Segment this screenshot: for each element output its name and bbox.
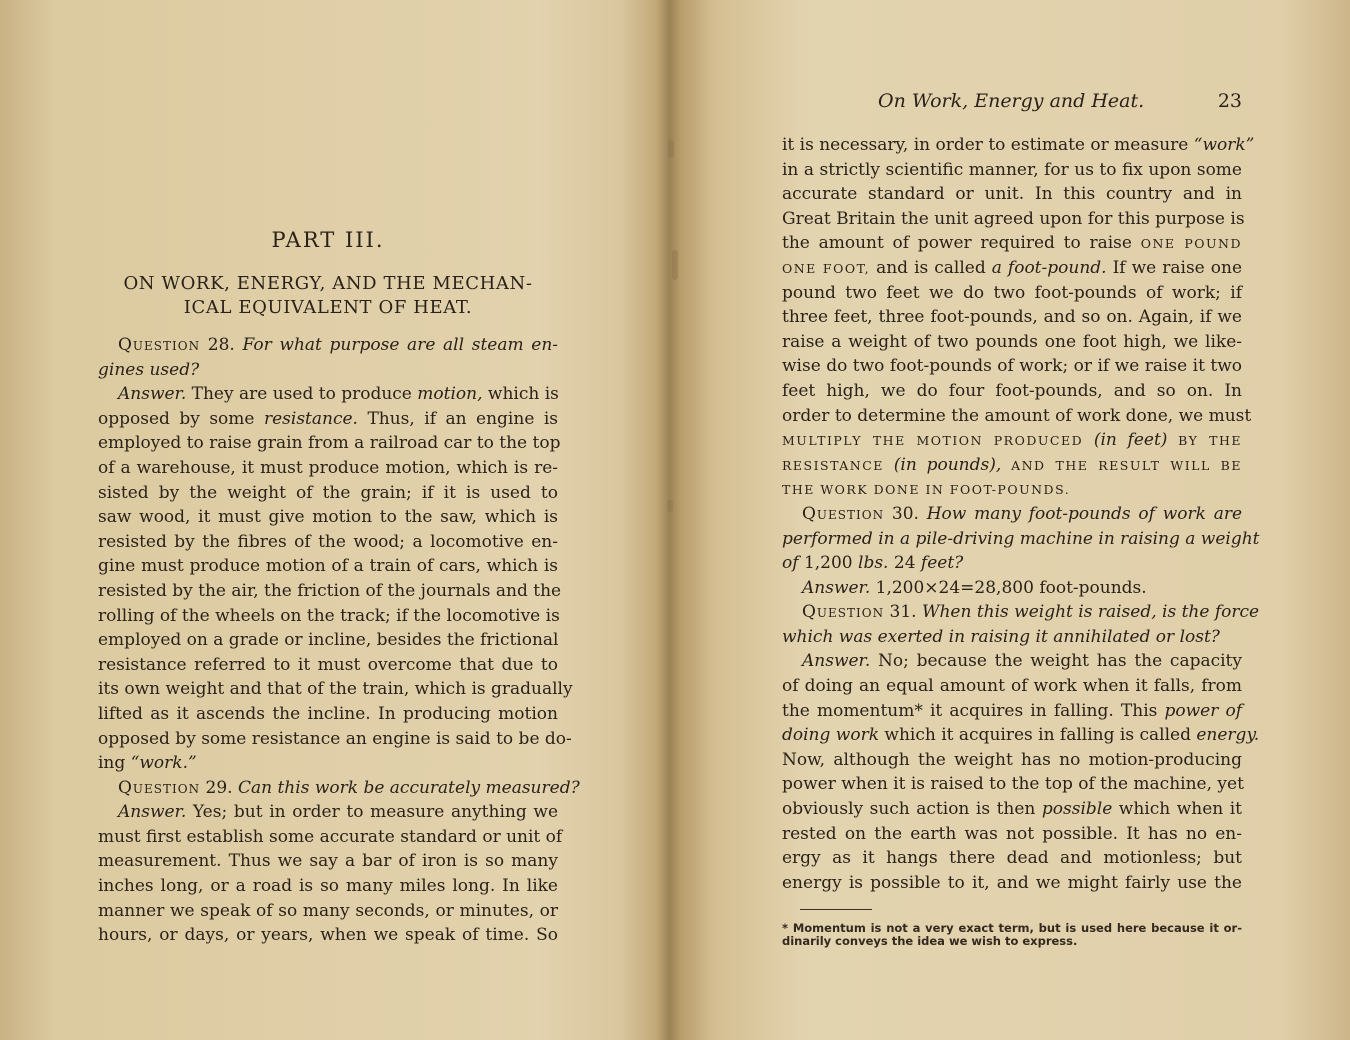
text-line: rested on the earth was not possible. It has no en- bbox=[782, 823, 1242, 844]
question-label: Question bbox=[118, 335, 201, 355]
text-line bbox=[782, 797, 1242, 822]
text-line: hours, or days, or years, when we speak of time. So bbox=[98, 925, 558, 946]
question-value: 1,200 bbox=[803, 553, 853, 574]
footnote-rule bbox=[800, 909, 872, 910]
small-caps-term: THE WORK DONE IN FOOT-POUNDS. bbox=[782, 482, 1071, 498]
question-text: lbs. bbox=[858, 553, 889, 574]
text-line bbox=[782, 231, 1242, 256]
right-body-text bbox=[782, 133, 1260, 895]
text-line: ergy as it hangs there dead and motionless; but bbox=[782, 848, 1242, 869]
text-span: the amount of power required to raise bbox=[782, 233, 1132, 254]
text-line: employed to raise grain from a railroad car to the top bbox=[98, 433, 561, 454]
text-span: Yes; but in order to measure anything we bbox=[192, 802, 559, 823]
text-line: pound two feet we do two foot-pounds of work; if bbox=[782, 282, 1242, 303]
text-line bbox=[782, 723, 1260, 748]
answer-28-line bbox=[98, 382, 558, 407]
italic-term: resistance. bbox=[263, 408, 358, 429]
text-line bbox=[782, 625, 1242, 650]
text-span: 1,200×24=28,800 foot-pounds. bbox=[875, 577, 1147, 598]
text-span: which it acquires in falling is called bbox=[884, 725, 1191, 746]
left-body-text bbox=[98, 333, 580, 948]
question-number: 30. bbox=[891, 503, 919, 524]
italic-term: possible bbox=[1041, 799, 1113, 820]
italic-term: “work.” bbox=[130, 753, 197, 774]
text-line: saw wood, it must give motion to the saw, which is bbox=[98, 507, 558, 528]
text-line bbox=[98, 751, 558, 776]
question-label: Question bbox=[802, 602, 885, 623]
running-head: On Work, Energy and Heat. bbox=[878, 90, 1145, 112]
question-text: which was exerted in raising it annihilated or lost? bbox=[782, 626, 1220, 647]
answer-30-line bbox=[782, 576, 1242, 601]
text-line: manner we speak of so many seconds, or minutes, or bbox=[98, 900, 558, 921]
text-line: raise a weight of two pounds one foot high, we like- bbox=[782, 331, 1242, 352]
question-label: Question bbox=[118, 777, 201, 798]
small-caps-term: RESISTANCE bbox=[782, 457, 884, 473]
text-line bbox=[782, 133, 1255, 158]
text-span: opposed by some bbox=[98, 408, 255, 429]
text-line: Great Britain the unit agreed upon for this purpose is bbox=[782, 208, 1245, 229]
text-line: measurement. Thus we say a bar of iron is so many bbox=[98, 851, 558, 872]
question-number: 31. bbox=[889, 602, 917, 623]
text-span: No; because the weight has the capacity bbox=[878, 651, 1242, 672]
footnote bbox=[782, 922, 1242, 948]
question-number: 29. bbox=[205, 777, 233, 798]
text-span: They are used to produce bbox=[191, 384, 412, 405]
question-text: gines used? bbox=[98, 359, 200, 380]
binding-mark bbox=[667, 500, 673, 512]
part-title: PART III. bbox=[271, 228, 385, 252]
question-31-line bbox=[782, 600, 1260, 625]
question-value: 24 bbox=[893, 553, 916, 574]
text-line: feet high, we do four foot-pounds, and so on. In bbox=[782, 380, 1242, 401]
text-line: inches long, or a road is so many miles long. In like bbox=[98, 876, 558, 897]
question-29-line bbox=[98, 776, 580, 801]
italic-term: (in pounds), bbox=[893, 454, 1002, 475]
text-line bbox=[782, 699, 1242, 724]
answer-label: Answer. bbox=[802, 651, 871, 672]
subtitle-line: ICAL EQUIVALENT OF HEAT. bbox=[183, 297, 473, 318]
text-line: gine must produce motion of a train of cars, which is bbox=[98, 556, 558, 577]
question-text: performed in a pile-driving machine in raising a weight bbox=[782, 528, 1260, 549]
italic-term: power of bbox=[1164, 700, 1243, 721]
italic-term: a foot-pound. bbox=[991, 257, 1107, 278]
text-line: resisted by the air, the friction of the journals and the bbox=[98, 580, 562, 601]
italic-term: energy. bbox=[1196, 725, 1260, 746]
question-text: For what purpose are all steam en- bbox=[242, 335, 559, 355]
question-text: How many foot-pounds of work are bbox=[926, 503, 1243, 524]
text-span: which when it bbox=[1118, 799, 1242, 820]
text-line: of doing an equal amount of work when it falls, from bbox=[782, 676, 1242, 697]
text-line: its own weight and that of the train, which is gradually bbox=[98, 679, 573, 700]
left-page bbox=[0, 0, 672, 1040]
text-line: accurate standard or unit. In this country and in bbox=[782, 184, 1242, 205]
text-line bbox=[98, 358, 558, 383]
text-line: of a warehouse, it must produce motion, which is re- bbox=[98, 457, 558, 478]
text-line: lifted as it ascends the incline. In producing motion bbox=[98, 703, 558, 724]
text-line bbox=[782, 428, 1242, 453]
text-line bbox=[98, 407, 558, 432]
binding-mark bbox=[672, 250, 678, 280]
question-number: 28. bbox=[207, 335, 235, 355]
small-caps-term: BY THE bbox=[1178, 433, 1242, 449]
small-caps-term: ONE POUND bbox=[1140, 236, 1242, 252]
text-line: in a strictly scientific manner, for us to fix upon some bbox=[782, 159, 1242, 180]
text-line bbox=[782, 256, 1242, 281]
text-line: power when it is raised to the top of the machine, yet bbox=[782, 774, 1244, 795]
text-line bbox=[782, 527, 1260, 552]
text-line: rolling of the wheels on the track; if the locomotive is bbox=[98, 605, 560, 626]
italic-term: (in feet) bbox=[1093, 430, 1168, 451]
italic-term: doing work bbox=[782, 725, 880, 746]
text-span: which is bbox=[487, 384, 559, 405]
footnote-line: * Momentum is not a very exact term, but is used here because it or- bbox=[782, 921, 1242, 935]
italic-term: “work” bbox=[1193, 135, 1255, 155]
question-30-line bbox=[782, 502, 1242, 527]
answer-31-line bbox=[782, 649, 1242, 674]
question-28-line bbox=[98, 333, 558, 358]
text-line: wise do two foot-pounds of work; or if we raise it two bbox=[782, 356, 1242, 377]
text-line: energy is possible to it, and we might fairly use the bbox=[782, 872, 1242, 893]
text-span: it is necessary, in order to estimate or measure bbox=[782, 135, 1189, 155]
subtitle-line: ON WORK, ENERGY, AND THE MECHAN- bbox=[123, 273, 533, 294]
part-subtitle bbox=[98, 272, 558, 320]
question-label: Question bbox=[802, 503, 885, 524]
text-line: three feet, three foot-pounds, and so on. Again, if we bbox=[782, 307, 1242, 328]
text-line: sisted by the weight of the grain; if it is used to bbox=[98, 482, 558, 503]
text-line: must first establish some accurate standard or unit of bbox=[98, 826, 563, 847]
small-caps-term: AND THE RESULT WILL BE bbox=[1011, 457, 1242, 473]
text-line bbox=[782, 453, 1242, 478]
footnote-line: dinarily conveys the idea we wish to express. bbox=[782, 934, 1078, 948]
text-line: Now, although the weight has no motion-producing bbox=[782, 749, 1242, 770]
question-text: When this weight is raised, is the force bbox=[921, 602, 1260, 623]
text-span: ing bbox=[98, 753, 126, 774]
small-caps-term: ONE FOOT, bbox=[782, 260, 871, 276]
text-span: the momentum* it acquires in falling. This bbox=[782, 700, 1158, 721]
text-span: and is called bbox=[876, 257, 986, 278]
text-line: resisted by the fibres of the wood; a locomotive en- bbox=[98, 531, 558, 552]
text-line: resistance referred to it must overcome that due to bbox=[98, 654, 558, 675]
text-span: obviously such action is then bbox=[782, 799, 1036, 820]
text-span: If we raise one bbox=[1112, 257, 1243, 278]
text-span: Thus, if an engine is bbox=[367, 408, 559, 429]
question-text: Can this work be accurately measured? bbox=[237, 777, 580, 798]
answer-label: Answer. bbox=[118, 802, 187, 823]
answer-label: Answer. bbox=[118, 384, 187, 405]
text-line: opposed by some resistance an engine is said to be do- bbox=[98, 728, 572, 749]
page-number: 23 bbox=[1217, 90, 1242, 112]
small-caps-term: MULTIPLY THE MOTION PRODUCED bbox=[782, 433, 1084, 449]
italic-term: motion, bbox=[417, 384, 483, 405]
text-line: order to determine the amount of work done, we must bbox=[782, 405, 1252, 426]
question-text: feet? bbox=[920, 553, 964, 574]
text-line bbox=[782, 551, 1242, 576]
text-line: employed on a grade or incline, besides the frictional bbox=[98, 630, 559, 651]
text-line bbox=[782, 477, 1242, 502]
question-text: of bbox=[782, 553, 799, 574]
answer-29-line bbox=[98, 800, 558, 825]
binding-mark bbox=[668, 140, 674, 158]
answer-label: Answer. bbox=[802, 577, 871, 598]
right-page bbox=[672, 0, 1350, 1040]
